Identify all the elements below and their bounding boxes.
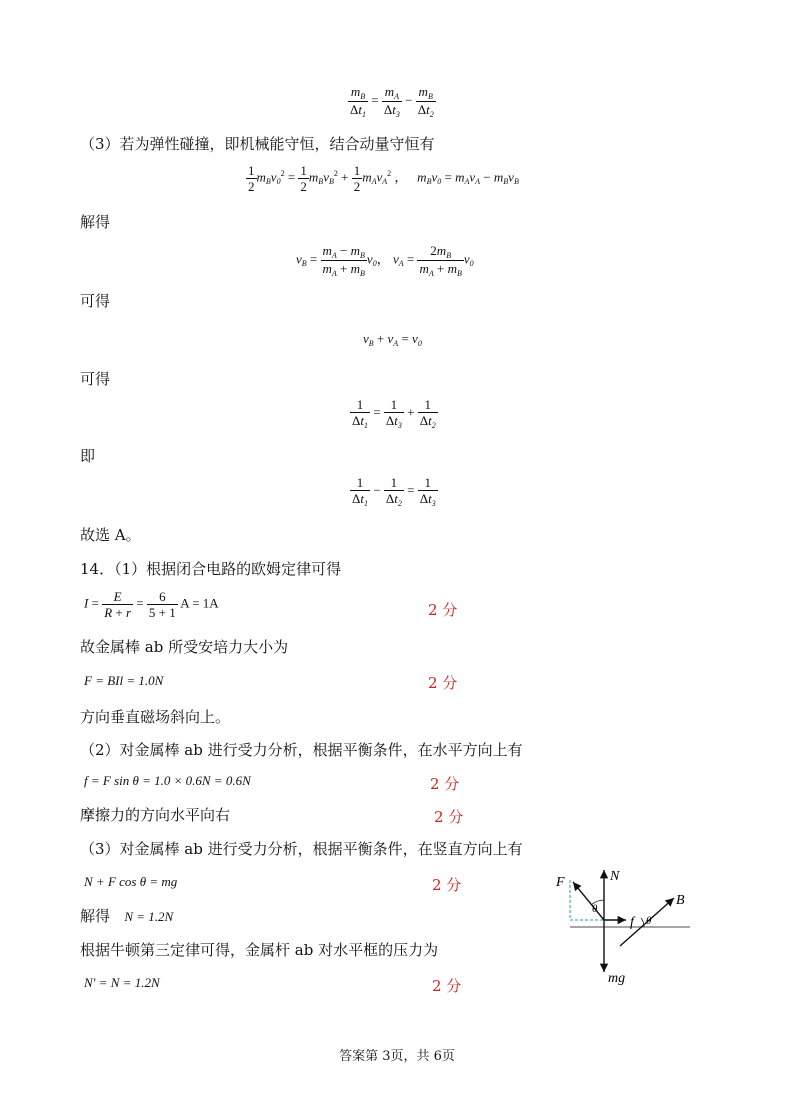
label-N: N xyxy=(610,869,620,884)
label-B: B xyxy=(676,893,685,908)
equation-velocities: $v_B$ = $\frac{m_A - m_B}{m_A + m_B}$ $v_0$， $v_A$ = $\frac{2m_B}{m_A + m_B}$ $v_0$ xyxy=(296,243,474,278)
text-part2: （2）对金属棒 ab 进行受力分析，根据平衡条件，在水平方向上有 xyxy=(80,741,523,759)
label-f: f xyxy=(630,915,634,930)
text-jiede-2: 解得 N = 1.2N xyxy=(80,907,174,925)
equation-energy-momentum: $\frac{1}{2}$ $m_Bv_0^2$ = $\frac{1}{2}$ $m_Bv_B^2$ + $\frac{1}{2}$ $m_Av_A^2$ ， $m_Bv_0 = m_Av_A - m_Bv_B$ xyxy=(248,163,519,194)
equation-normal-force: N = 1.2N xyxy=(124,909,174,924)
text-ji: 即 xyxy=(80,447,96,465)
label-theta-top: θ xyxy=(592,903,598,915)
equation-ampere-force: F = BIl = 1.0N xyxy=(84,673,164,688)
score-badge: 2 分 xyxy=(434,808,464,826)
label-mg: mg xyxy=(608,971,626,986)
text-force-intro: 故金属棒 ab 所受安培力大小为 xyxy=(80,638,289,656)
equation-friction: f = F sin θ = 1.0 × 0.6N = 0.6N xyxy=(84,773,251,788)
equation-vertical-balance: N + F cos θ = mg xyxy=(84,874,178,889)
text-kede-1: 可得 xyxy=(80,292,111,310)
label-theta-bottom: θ xyxy=(646,915,652,927)
text-jiede: 解得 xyxy=(80,213,111,231)
equation-momentum-ratio: $\frac{m_B}{\Delta t_1}$ = $\frac{m_A}{\Delta t_3}$ − $\frac{m_B}{\Delta t_2}$ xyxy=(350,84,434,119)
score-badge: 2 分 xyxy=(428,674,458,692)
force-diagram xyxy=(548,860,698,990)
score-badge: 2 分 xyxy=(430,775,460,793)
text-newton-third: 根据牛顿第三定律可得，金属杆 ab 对水平框的压力为 xyxy=(80,941,439,959)
text-part3: （3）对金属棒 ab 进行受力分析，根据平衡条件，在竖直方向上有 xyxy=(80,840,523,858)
equation-reciprocal-diff: $\frac{1}{\Delta t_1}$ − $\frac{1}{\Delta t_2}$ = $\frac{1}{\Delta t_3}$ xyxy=(352,475,436,508)
text-direction: 方向垂直磁场斜向上。 xyxy=(80,708,231,726)
equation-pressure-force: N′ = N = 1.2N xyxy=(84,975,160,990)
text-part3-elastic: （3）若为弹性碰撞，即机械能守恒，结合动量守恒有 xyxy=(80,135,435,153)
text-guxuan: 故选 A。 xyxy=(80,526,141,544)
label-F: F xyxy=(556,875,565,890)
equation-reciprocal-sum: $\frac{1}{\Delta t_1}$ = $\frac{1}{\Delta t_3}$ + $\frac{1}{\Delta t_2}$ xyxy=(352,397,436,430)
score-badge: 2 分 xyxy=(428,601,458,619)
equation-velocity-sum: $v_B + v_A = v_0$ xyxy=(363,331,422,348)
page-footer: 答案第 3页，共 6页 xyxy=(339,1049,455,1064)
score-badge: 2 分 xyxy=(432,977,462,995)
score-badge: 2 分 xyxy=(432,876,462,894)
ampere-force-arrow xyxy=(573,882,604,920)
equation-current: I = $\frac{E}{R + r}$ = $\frac{6}{5 + 1}$ A = 1A xyxy=(84,589,219,620)
text-friction-direction: 摩擦力的方向水平向右 xyxy=(80,806,231,824)
text-q14-part1: 14．（1）根据闭合电路的欧姆定律可得 xyxy=(80,560,342,578)
text-kede-2: 可得 xyxy=(80,370,111,388)
